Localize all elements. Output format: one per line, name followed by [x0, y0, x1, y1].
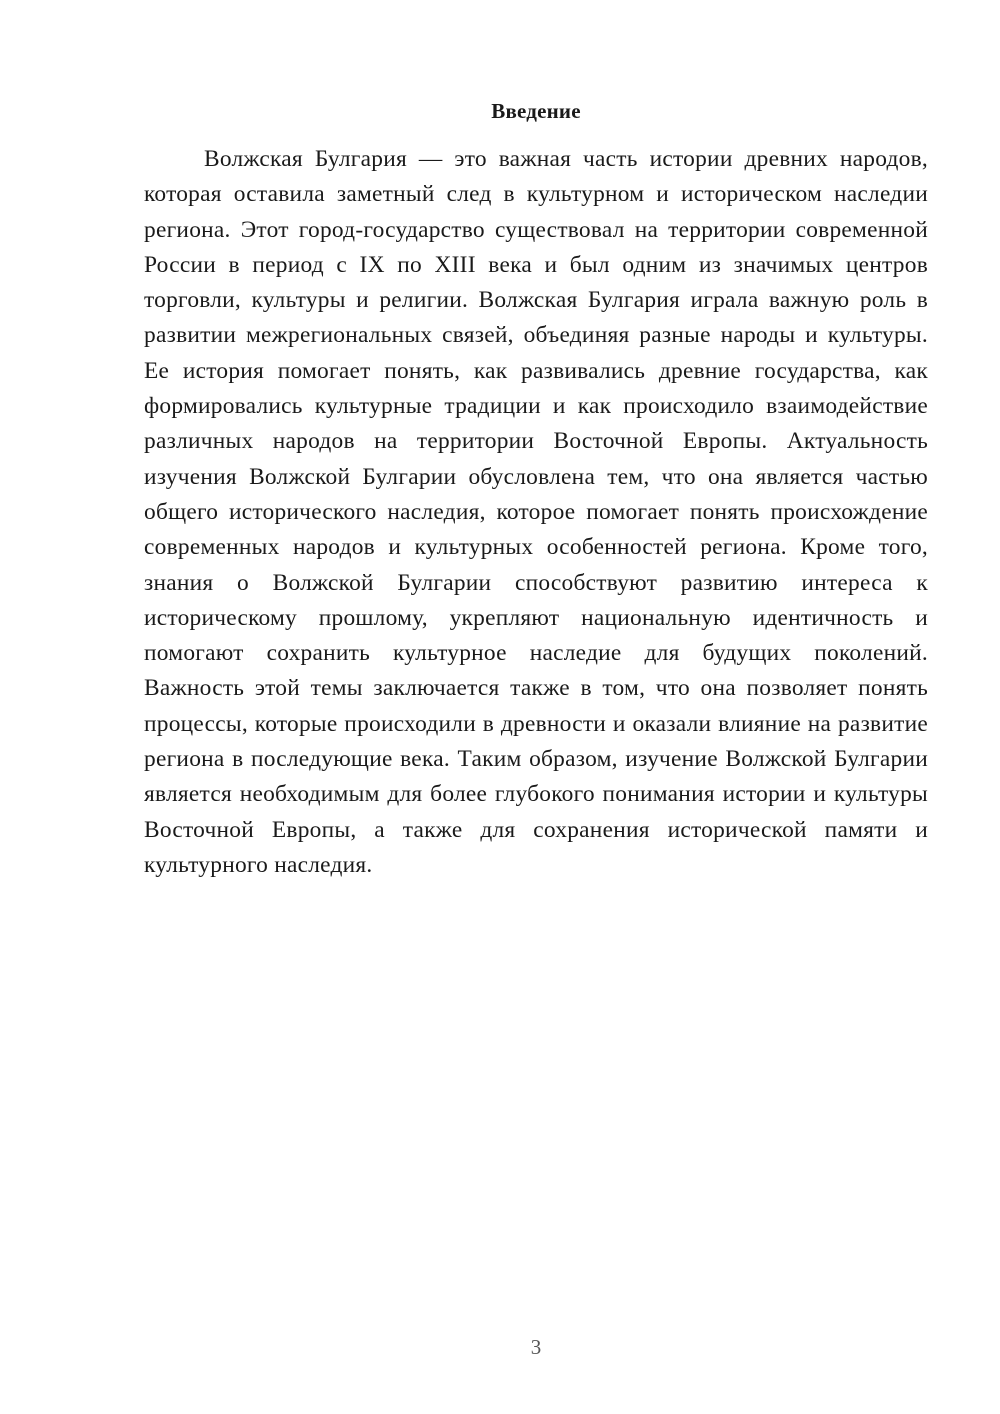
section-heading: Введение: [491, 99, 581, 123]
body-paragraph: Волжская Булгария — это важная часть истории древних народов, которая оставила заметный след в культурном и историческом наследии региона. Этот город-государство существовал на территории современной России в период с IX по XIII века и был одним из значимых центров торговли, культуры и религии. Волжская Булгария играла важную роль в развитии межрегиональных связей, объединяя разные народы и культуры. Ее история помогает понять, как развивались древние государства, как формировались культурные традиции и как происходило взаимодействие различных народов на территории Восточной Европы. Актуальность изучения Волжской Булгарии обусловлена тем, что она является частью общего исторического наследия, которое помогает понять происхождение современных народов и культурных особенностей региона. Кроме того, знания о Волжской Булгарии способствуют развитию интереса к историческому прошлому, укрепляют национальную идентичность и помогают сохранить культурное наследие для будущих поколений. Важность этой темы заключается также в том, что она позволяет понять процессы, которые происходили в древности и оказали влияние на развитие региона в последующие века. Таким образом, изучение Волжской Булгарии является необходимым для более глубокого понимания истории и культуры Восточной Европы, а также для сохранения исторической памяти и культурного наследия.: [144, 146, 928, 878]
page-number: 3: [530, 1335, 542, 1359]
